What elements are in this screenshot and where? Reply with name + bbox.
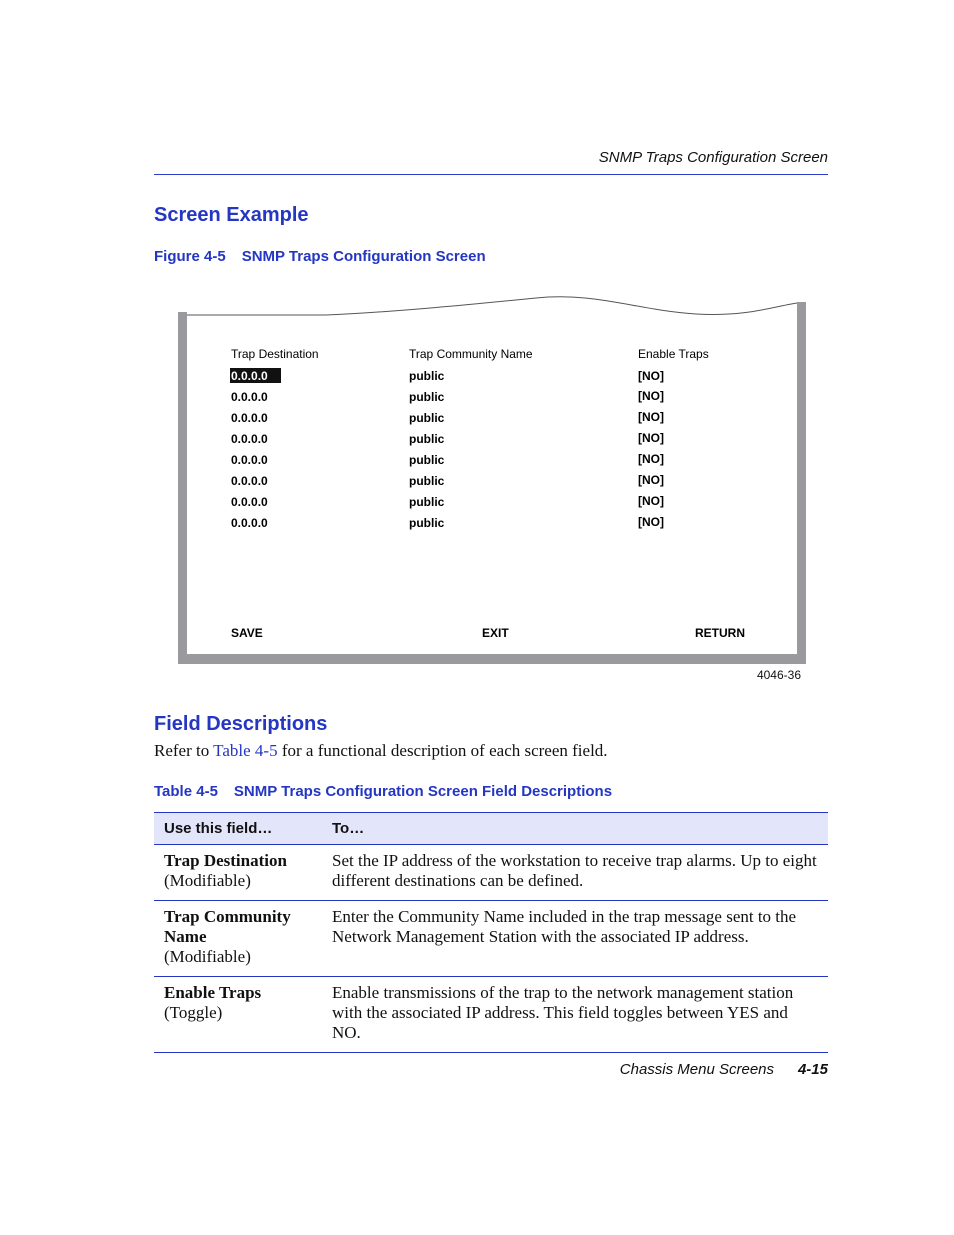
footer-page-number: 4-15 xyxy=(797,1061,828,1078)
terminal-screen-figure xyxy=(176,292,810,666)
screen-row-enable[interactable]: [NO] xyxy=(638,369,664,383)
table-reference-link[interactable]: Table 4-5 xyxy=(213,741,278,760)
screen-row-destination[interactable]: 0.0.0.0 xyxy=(231,453,268,467)
field-description: Enter the Community Name included in the trap message sent to the Network Management Station with the associated IP address. xyxy=(322,901,828,977)
save-command[interactable]: SAVE xyxy=(231,626,263,640)
field-qualifier: (Modifiable) xyxy=(164,871,251,890)
intro-paragraph xyxy=(154,741,608,761)
running-header: SNMP Traps Configuration Screen xyxy=(598,149,828,166)
screen-row-community[interactable]: public xyxy=(409,495,445,509)
footer-section-title: Chassis Menu Screens xyxy=(619,1061,774,1078)
figure-caption xyxy=(154,248,486,265)
field-qualifier: (Toggle) xyxy=(164,1003,223,1022)
screen-row-community[interactable]: public xyxy=(409,411,445,425)
screen-row-enable[interactable]: [NO] xyxy=(638,494,664,508)
screen-row-destination[interactable]: 0.0.0.0 xyxy=(231,474,268,488)
field-cell xyxy=(154,977,322,1053)
screen-row-enable[interactable]: [NO] xyxy=(638,473,664,487)
table-row xyxy=(154,845,828,901)
intro-text-after: for a functional description of each screen field. xyxy=(277,741,608,760)
screen-row-community[interactable]: public xyxy=(409,390,445,404)
field-qualifier: (Modifiable) xyxy=(164,947,251,966)
screen-rows xyxy=(231,369,664,530)
field-name: Trap Community Name xyxy=(164,907,291,946)
screen-row-enable[interactable]: [NO] xyxy=(638,410,664,424)
figure-id: 4046-36 xyxy=(756,668,801,682)
screen-row-community[interactable]: public xyxy=(409,369,445,383)
screen-row-enable[interactable]: [NO] xyxy=(638,389,664,403)
section-heading-field-descriptions: Field Descriptions xyxy=(154,713,328,735)
return-command[interactable]: RETURN xyxy=(695,626,745,640)
header-rule xyxy=(154,174,828,175)
table-header-to: To… xyxy=(322,813,828,845)
screen-row-enable[interactable]: [NO] xyxy=(638,452,664,466)
figure-number: Figure 4-5 xyxy=(154,248,226,265)
field-description: Enable transmissions of the trap to the network management station with the associated IP address. This field toggles between YES and NO. xyxy=(322,977,828,1053)
field-name: Trap Destination xyxy=(164,851,287,870)
section-heading-screen-example: Screen Example xyxy=(154,204,309,226)
table-title: SNMP Traps Configuration Screen Field Descriptions xyxy=(233,783,613,800)
exit-command[interactable]: EXIT xyxy=(482,626,509,640)
field-description-table xyxy=(154,812,828,1053)
table-header-row xyxy=(154,813,828,845)
screen-row-community[interactable]: public xyxy=(409,516,445,530)
screen-column-trap-community-name: Trap Community Name xyxy=(409,347,533,361)
table-row xyxy=(154,901,828,977)
table-header-field: Use this field… xyxy=(154,813,322,845)
table-number: Table 4-5 xyxy=(154,783,218,800)
screen-row-enable[interactable]: [NO] xyxy=(638,515,664,529)
screen-row-community[interactable]: public xyxy=(409,453,445,467)
screen-row-destination[interactable]: 0.0.0.0 xyxy=(231,516,268,530)
table-row xyxy=(154,977,828,1053)
intro-text-before: Refer to xyxy=(154,741,214,760)
screen-row-destination[interactable]: 0.0.0.0 xyxy=(231,432,268,446)
screen-column-enable-traps: Enable Traps xyxy=(638,347,709,361)
field-description: Set the IP address of the workstation to receive trap alarms. Up to eight different destinations can be defined. xyxy=(322,845,828,901)
screen-column-trap-destination: Trap Destination xyxy=(231,347,319,361)
screen-row-destination[interactable]: 0.0.0.0 xyxy=(231,369,268,383)
screen-row-community[interactable]: public xyxy=(409,474,445,488)
screen-row-destination[interactable]: 0.0.0.0 xyxy=(231,411,268,425)
field-cell xyxy=(154,901,322,977)
field-name: Enable Traps xyxy=(164,983,262,1002)
screen-row-destination[interactable]: 0.0.0.0 xyxy=(231,495,268,509)
screen-row-destination[interactable]: 0.0.0.0 xyxy=(231,390,268,404)
table-caption xyxy=(154,783,612,800)
figure-title: SNMP Traps Configuration Screen xyxy=(241,248,486,265)
screen-row-community[interactable]: public xyxy=(409,432,445,446)
field-cell xyxy=(154,845,322,901)
screen-row-enable[interactable]: [NO] xyxy=(638,431,664,445)
